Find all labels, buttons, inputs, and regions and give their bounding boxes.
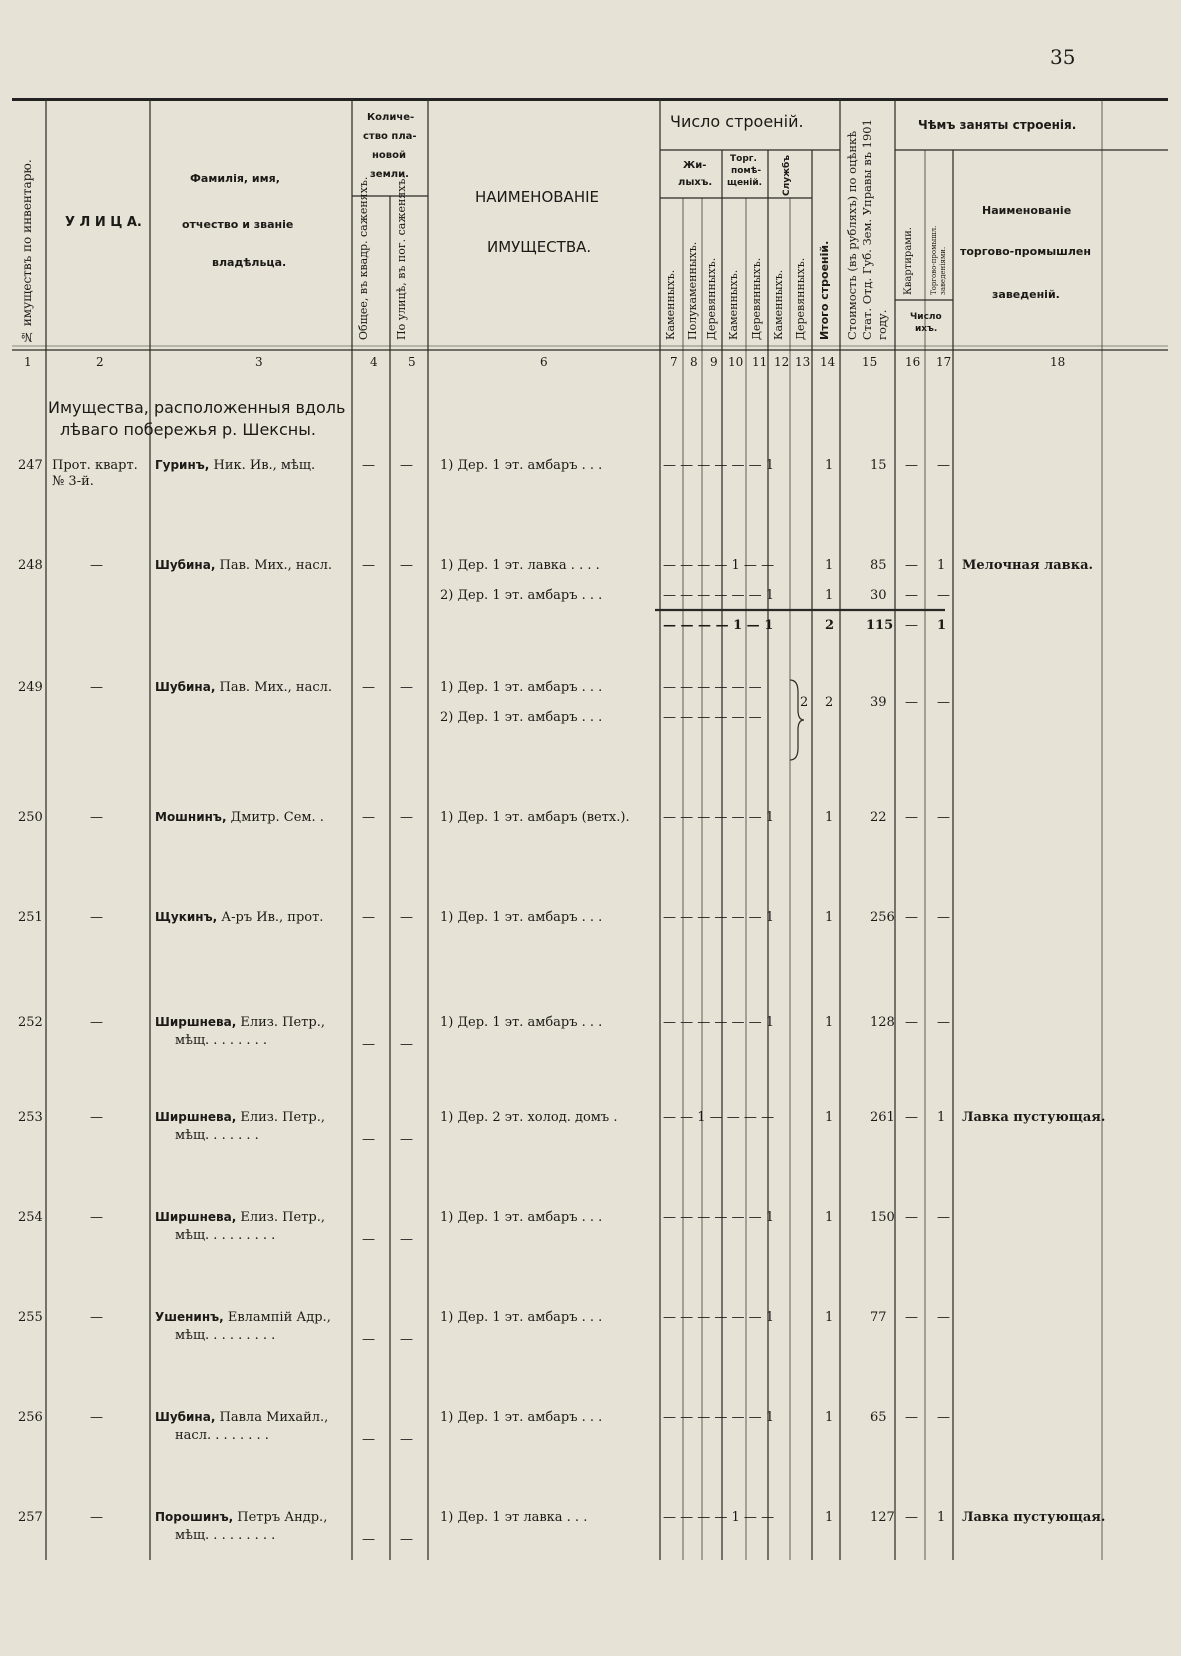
header-inventory-no: № имуществъ по инвентарю.: [20, 159, 34, 344]
item-value: 77: [870, 1310, 887, 1325]
item-total: 1: [825, 1015, 834, 1030]
owner-details: Пав. Мих., насл.: [215, 680, 332, 695]
section-title-1: Имущества, расположенныя вдоль: [48, 398, 346, 417]
sum-apartments: —: [905, 618, 918, 633]
item-value: 261: [870, 1110, 895, 1125]
header-wooden-2: Деревянныхъ.: [750, 257, 763, 340]
owner-surname: Щукинъ,: [155, 910, 218, 924]
item-name: 1) Дер. 1 эт. амбаръ . . .: [440, 458, 603, 473]
row-land-total: —: [362, 1232, 375, 1247]
row-land-street: —: [400, 680, 413, 695]
owner-surname: Мошнинъ,: [155, 810, 227, 824]
item-total: 1: [825, 1210, 834, 1225]
header-owner-3: владѣльца.: [212, 256, 287, 269]
item-name: 1) Дер. 1 эт. амбаръ . . .: [440, 1410, 603, 1425]
item-total: 1: [825, 910, 834, 925]
row-number: 255: [18, 1310, 43, 1325]
row-land-street: —: [400, 810, 413, 825]
owner-details: Пав. Мих., насл.: [215, 558, 332, 573]
row-land-total: —: [362, 458, 375, 473]
section-title-2: лѣваго побережья р. Шексны.: [60, 420, 316, 439]
item-trade-count: —: [937, 1015, 950, 1030]
row-owner: [155, 1410, 328, 1425]
row-land-total: —: [362, 1332, 375, 1347]
row-land-street: —: [400, 558, 413, 573]
column-number: 13: [795, 355, 811, 369]
row-street: —: [90, 558, 103, 573]
item-apartments: —: [905, 910, 918, 925]
group-total: 2: [825, 695, 834, 710]
row-land-street: —: [400, 458, 413, 473]
item-trade-count: 1: [937, 1510, 946, 1525]
header-occupied-by: Чѣмъ заняты строенія.: [918, 118, 1077, 132]
row-street: —: [90, 680, 103, 695]
header-stone-1: Каменныхъ.: [664, 269, 677, 340]
column-number: 15: [862, 355, 878, 369]
group-trade-count: —: [937, 695, 950, 710]
row-street: —: [90, 1410, 103, 1425]
item-trade-count: —: [937, 588, 950, 603]
header-owner-1: Фамилія, имя,: [190, 172, 280, 185]
row-street: —: [90, 810, 103, 825]
item-name: 1) Дер. 1 эт. амбаръ . . .: [440, 1015, 603, 1030]
item-trade-count: —: [937, 1210, 950, 1225]
header-residential-1: Жи-: [683, 160, 707, 171]
row-land-street: —: [400, 1332, 413, 1347]
header-trade-name-3: заведеній.: [992, 288, 1060, 301]
header-trade-estab: Торгово-промышл. заведеніями.: [930, 225, 947, 295]
column-number: 18: [1050, 355, 1066, 369]
column-number: 8: [690, 355, 698, 369]
item-total: 1: [825, 558, 834, 573]
item-name: 1) Дер. 1 эт лавка . . .: [440, 1510, 588, 1525]
item-value: 15: [870, 458, 887, 473]
row-owner-title: мѣщ. . . . . . . . .: [175, 1328, 276, 1343]
row-number: 248: [18, 558, 43, 573]
row-owner: [155, 458, 315, 473]
item-apartments: —: [905, 588, 918, 603]
row-land-street: —: [400, 1532, 413, 1547]
column-number: 4: [370, 355, 378, 369]
owner-surname: Порошинъ,: [155, 1510, 234, 1524]
row-owner: [155, 1210, 325, 1225]
header-property-1: НАИМЕНОВАНІЕ: [475, 188, 599, 206]
sum-trade-count: 1: [937, 618, 947, 633]
owner-details: Павла Михайл.,: [215, 1410, 329, 1425]
owner-details: Петръ Андр.,: [233, 1510, 328, 1525]
item-building-cells: — — — — — — 1: [663, 910, 775, 925]
item-total: 1: [825, 1510, 834, 1525]
owner-surname: Гуринъ,: [155, 458, 210, 472]
row-owner-title: мѣщ. . . . . . .: [175, 1128, 259, 1143]
header-trade-name-2: торгово-промышлен: [960, 245, 1091, 258]
header-count-2: ихъ.: [915, 324, 938, 334]
item-trade-count: —: [937, 1310, 950, 1325]
row-owner: [155, 1510, 327, 1525]
row-land-total: —: [362, 558, 375, 573]
row-owner: [155, 1110, 325, 1125]
owner-surname: Шубина,: [155, 1410, 216, 1424]
item-name: 1) Дер. 1 эт. лавка . . . .: [440, 558, 600, 573]
item-apartments: —: [905, 458, 918, 473]
item-building-cells: — — — — — —: [663, 710, 762, 725]
column-number: 14: [820, 355, 836, 369]
row-land-street: —: [400, 1037, 413, 1052]
item-trade-name: Лавка пустующая.: [962, 1510, 1106, 1525]
sum-value: 115: [866, 618, 894, 633]
row-street: —: [90, 1510, 103, 1525]
item-apartments: —: [905, 1310, 918, 1325]
header-commercial-3: щеній.: [727, 178, 763, 188]
row-number: 247: [18, 458, 43, 473]
row-number: 251: [18, 910, 43, 925]
row-owner-title: мѣщ. . . . . . . . .: [175, 1228, 276, 1243]
header-wooden-3: Деревянныхъ.: [794, 257, 807, 340]
row-owner-title: мѣщ. . . . . . . . .: [175, 1528, 276, 1543]
item-building-cells: — — — — — — 1: [663, 1015, 775, 1030]
owner-surname: Шубина,: [155, 680, 216, 694]
group-value: 39: [870, 695, 887, 710]
column-number: 11: [752, 355, 768, 369]
item-total: 1: [825, 1310, 834, 1325]
header-apartments: Квартирами.: [903, 227, 914, 295]
item-trade-count: 1: [937, 558, 946, 573]
column-number: 12: [774, 355, 790, 369]
item-apartments: —: [905, 1110, 918, 1125]
item-name: 1) Дер. 1 эт. амбаръ . . .: [440, 1310, 603, 1325]
item-apartments: —: [905, 1410, 918, 1425]
item-name: 1) Дер. 1 эт. амбаръ (ветх.).: [440, 810, 630, 825]
item-trade-count: —: [937, 1410, 950, 1425]
item-value: 150: [870, 1210, 895, 1225]
row-street: Прот. кварт.: [52, 458, 138, 473]
row-owner: [155, 1015, 325, 1030]
item-total: 1: [825, 810, 834, 825]
item-building-cells: — — — — — — 1: [663, 1210, 775, 1225]
item-building-cells: — — — — — — 1: [663, 458, 775, 473]
item-apartments: —: [905, 558, 918, 573]
header-service: Службъ: [782, 154, 792, 196]
header-stone-3: Каменныхъ.: [772, 269, 785, 340]
item-building-cells: — — — — — — 1: [663, 810, 775, 825]
owner-surname: Шубина,: [155, 558, 216, 572]
item-total: 1: [825, 458, 834, 473]
row-street: —: [90, 1310, 103, 1325]
column-number: 7: [670, 355, 678, 369]
item-total: 1: [825, 588, 834, 603]
header-owner-2: отчество и званіе: [182, 218, 294, 231]
row-number: 257: [18, 1510, 43, 1525]
row-number: 253: [18, 1110, 43, 1125]
item-name: 2) Дер. 1 эт. амбаръ . . .: [440, 588, 603, 603]
row-land-total: —: [362, 1037, 375, 1052]
item-building-cells: — — — — — — 1: [663, 588, 775, 603]
header-land-3: новой: [372, 150, 406, 161]
item-apartments: —: [905, 1510, 918, 1525]
row-number: 256: [18, 1410, 43, 1425]
header-commercial-1: Торг.: [730, 154, 757, 164]
header-land-2: ство пла-: [363, 131, 417, 142]
header-wooden-1: Деревянныхъ.: [705, 257, 718, 340]
header-property-2: ИМУЩЕСТВА.: [487, 238, 592, 256]
row-owner: [155, 680, 332, 695]
sum-total: 2: [825, 618, 835, 633]
row-land-total: —: [362, 1432, 375, 1447]
page-number: 35: [1050, 45, 1076, 69]
header-count-1: Число: [910, 312, 942, 322]
owner-surname: Ширшнева,: [155, 1110, 237, 1124]
item-building-cells: — — — — — — 1: [663, 1410, 775, 1425]
item-building-cells: — — — — 1 — —: [663, 558, 775, 573]
item-value: 128: [870, 1015, 895, 1030]
item-name: 2) Дер. 1 эт. амбаръ . . .: [440, 710, 603, 725]
item-building-cells: — — 1 — — — —: [663, 1110, 775, 1125]
item-value: 65: [870, 1410, 887, 1425]
item-building-cells: — — — — — — 1: [663, 1310, 775, 1325]
row-land-total: —: [362, 1132, 375, 1147]
row-land-total: —: [362, 910, 375, 925]
header-trade-name-1: Наименованіе: [982, 204, 1072, 217]
owner-details: Евлампій Адр.,: [223, 1310, 331, 1325]
row-owner: [155, 910, 323, 925]
row-land-total: —: [362, 1532, 375, 1547]
row-land-total: —: [362, 680, 375, 695]
item-apartments: —: [905, 810, 918, 825]
row-street: —: [90, 1210, 103, 1225]
row-owner-title: насл. . . . . . . .: [175, 1428, 269, 1443]
owner-details: Ник. Ив., мѣщ.: [209, 458, 316, 473]
item-building-cells: — — — — — —: [663, 680, 762, 695]
row-land-street: —: [400, 1132, 413, 1147]
item-name: 1) Дер. 1 эт. амбаръ . . .: [440, 910, 603, 925]
owner-surname: Ширшнева,: [155, 1210, 237, 1224]
owner-details: Елиз. Петр.,: [236, 1110, 325, 1125]
row-street: —: [90, 1110, 103, 1125]
column-number: 5: [408, 355, 416, 369]
row-owner-title: мѣщ. . . . . . . .: [175, 1033, 268, 1048]
item-name: 1) Дер. 2 эт. холод. домъ .: [440, 1110, 618, 1125]
row-land-street: —: [400, 1432, 413, 1447]
item-apartments: —: [905, 1210, 918, 1225]
column-number: 10: [728, 355, 744, 369]
sum-building-cells: — — — — 1 — 1: [663, 618, 774, 633]
row-owner: [155, 810, 324, 825]
column-number: 2: [96, 355, 104, 369]
header-land-4: земли.: [370, 169, 409, 180]
header-value: Стоимость (въ рубляхъ) по оцѣнкѣ Стат. Отд. Губ. Зем. Управы въ 1901 году.: [845, 119, 889, 340]
item-value: 22: [870, 810, 887, 825]
column-number: 1: [24, 355, 32, 369]
owner-surname: Ушенинъ,: [155, 1310, 224, 1324]
owner-details: Дмитр. Сем. .: [226, 810, 324, 825]
row-land-street: —: [400, 1232, 413, 1247]
row-land-street: —: [400, 910, 413, 925]
item-trade-count: 1: [937, 1110, 946, 1125]
item-value: 127: [870, 1510, 895, 1525]
row-street: № 3-й.: [52, 474, 94, 489]
item-name: 1) Дер. 1 эт. амбаръ . . .: [440, 1210, 603, 1225]
header-num-buildings: Число строеній.: [670, 112, 804, 131]
row-street: —: [90, 910, 103, 925]
header-land-1: Количе-: [367, 112, 415, 123]
row-number: 250: [18, 810, 43, 825]
item-trade-name: Мелочная лавка.: [962, 558, 1094, 573]
item-name: 1) Дер. 1 эт. амбаръ . . .: [440, 680, 603, 695]
group-apartments: —: [905, 695, 918, 710]
item-trade-count: —: [937, 910, 950, 925]
item-total: 1: [825, 1110, 834, 1125]
item-value: 85: [870, 558, 887, 573]
row-number: 252: [18, 1015, 43, 1030]
item-trade-count: —: [937, 458, 950, 473]
column-number: 6: [540, 355, 548, 369]
column-number: 9: [710, 355, 718, 369]
owner-details: А-ръ Ив., прот.: [217, 910, 324, 925]
header-residential-2: лыхъ.: [678, 177, 713, 188]
column-number: 17: [936, 355, 952, 369]
row-owner: [155, 558, 332, 573]
column-number: 16: [905, 355, 921, 369]
row-land-total: —: [362, 810, 375, 825]
item-building-cells: — — — — 1 — —: [663, 1510, 775, 1525]
owner-details: Елиз. Петр.,: [236, 1015, 325, 1030]
row-street: —: [90, 1015, 103, 1030]
item-total: 1: [825, 1410, 834, 1425]
owner-details: Елиз. Петр.,: [236, 1210, 325, 1225]
row-number: 254: [18, 1210, 43, 1225]
column-number: 3: [255, 355, 263, 369]
header-half-stone: Полукаменныхъ.: [686, 241, 699, 340]
owner-surname: Ширшнева,: [155, 1015, 237, 1029]
item-value: 256: [870, 910, 895, 925]
header-total-buildings: Итого строеній.: [818, 240, 831, 340]
item-apartments: —: [905, 1015, 918, 1030]
row-number: 249: [18, 680, 43, 695]
header-commercial-2: помѣ-: [731, 166, 762, 176]
header-land-total: Общее, въ квадр. саженяхъ.: [357, 176, 370, 340]
item-trade-count: —: [937, 810, 950, 825]
item-value: 30: [870, 588, 887, 603]
header-street: У Л И Ц А.: [65, 215, 142, 230]
item-trade-name: Лавка пустующая.: [962, 1110, 1106, 1125]
header-land-street: По улицѣ, въ пог. саженяхъ.: [395, 175, 408, 340]
row-owner: [155, 1310, 331, 1325]
brace-value: 2: [800, 695, 809, 710]
header-stone-2: Каменныхъ.: [727, 269, 740, 340]
